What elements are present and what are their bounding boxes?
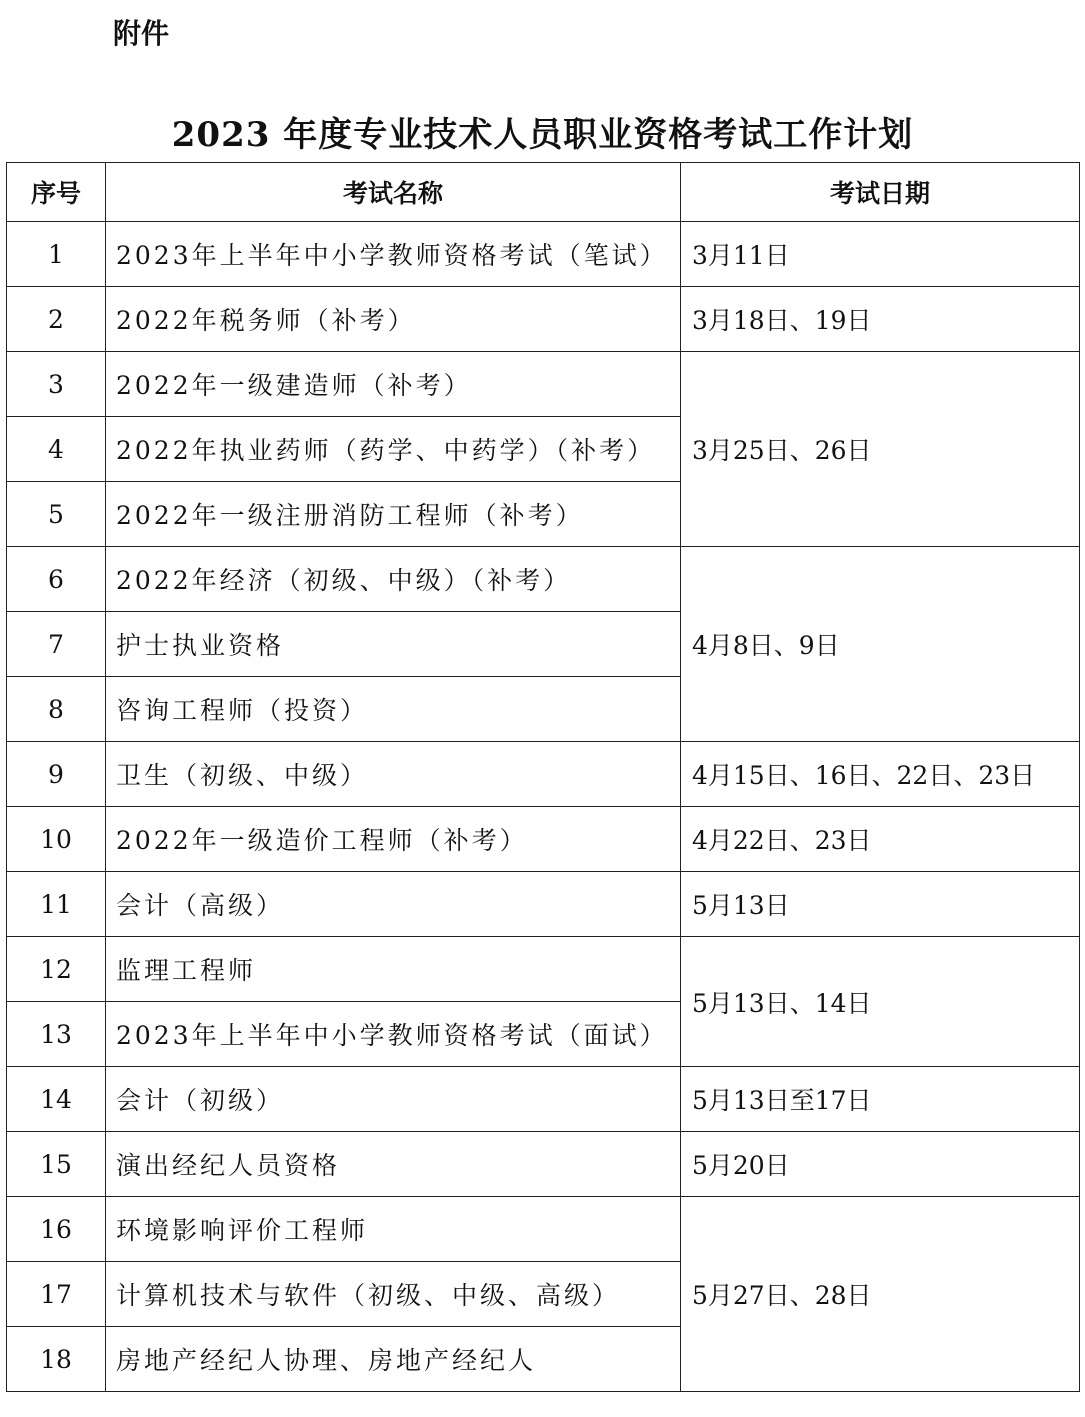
exam-name-cell: 房地产经纪人协理、房地产经纪人 [106,1327,681,1392]
exam-date-cell: 5月13日 [681,872,1080,937]
table-row [7,807,1080,872]
row-number-cell: 17 [7,1262,106,1327]
exam-date-cell: 5月27日、28日 [681,1197,1080,1392]
table-row [7,352,1080,417]
column-header-no: 序号 [7,163,106,222]
exam-name-cell: 会计（初级） [106,1067,681,1132]
exam-date-cell: 5月20日 [681,1132,1080,1197]
table-row [7,1197,1080,1262]
exam-date-cell: 3月18日、19日 [681,287,1080,352]
exam-date-cell: 3月25日、26日 [681,352,1080,547]
row-number-cell: 14 [7,1067,106,1132]
row-number-cell: 6 [7,547,106,612]
table-row [7,742,1080,807]
row-number-cell: 11 [7,872,106,937]
document-title: 2023 年度专业技术人员职业资格考试工作计划 [171,115,914,155]
table-row [7,1067,1080,1132]
row-number-cell: 7 [7,612,106,677]
exam-name-cell: 2022年税务师（补考） [106,287,681,352]
row-number-cell: 10 [7,807,106,872]
exam-date-cell: 5月13日至17日 [681,1067,1080,1132]
table-row [7,1132,1080,1197]
exam-name-cell: 2022年一级造价工程师（补考） [106,807,681,872]
attachment-label: 附件 [113,17,170,50]
exam-name-cell: 计算机技术与软件（初级、中级、高级） [106,1262,681,1327]
exam-name-cell: 2022年经济（初级、中级）（补考） [106,547,681,612]
row-number-cell: 5 [7,482,106,547]
table-row [7,937,1080,1002]
exam-name-cell: 护士执业资格 [106,612,681,677]
exam-name-cell: 2023年上半年中小学教师资格考试（面试） [106,1002,681,1067]
exam-name-cell: 2023年上半年中小学教师资格考试（笔试） [106,222,681,287]
row-number-cell: 2 [7,287,106,352]
exam-date-cell: 3月11日 [681,222,1080,287]
exam-schedule-table [6,162,1080,1392]
row-number-cell: 12 [7,937,106,1002]
row-number-cell: 9 [7,742,106,807]
exam-date-cell: 4月8日、9日 [681,547,1080,742]
row-number-cell: 4 [7,417,106,482]
row-number-cell: 13 [7,1002,106,1067]
row-number-cell: 1 [7,222,106,287]
column-header-name: 考试名称 [106,163,681,222]
table-row [7,547,1080,612]
exam-date-cell: 4月15日、16日、22日、23日 [681,742,1080,807]
exam-name-cell: 2022年一级建造师（补考） [106,352,681,417]
exam-name-cell: 2022年一级注册消防工程师（补考） [106,482,681,547]
exam-date-cell: 5月13日、14日 [681,937,1080,1067]
table-row [7,222,1080,287]
exam-name-cell: 监理工程师 [106,937,681,1002]
exam-name-cell: 环境影响评价工程师 [106,1197,681,1262]
column-header-date: 考试日期 [681,163,1080,222]
exam-name-cell: 会计（高级） [106,872,681,937]
table-row [7,287,1080,352]
row-number-cell: 15 [7,1132,106,1197]
exam-name-cell: 卫生（初级、中级） [106,742,681,807]
exam-name-cell: 2022年执业药师（药学、中药学）（补考） [106,417,681,482]
table-header-row [7,163,1080,222]
row-number-cell: 16 [7,1197,106,1262]
table-row [7,872,1080,937]
exam-name-cell: 演出经纪人员资格 [106,1132,681,1197]
row-number-cell: 18 [7,1327,106,1392]
exam-name-cell: 咨询工程师（投资） [106,677,681,742]
row-number-cell: 3 [7,352,106,417]
exam-date-cell: 4月22日、23日 [681,807,1080,872]
row-number-cell: 8 [7,677,106,742]
